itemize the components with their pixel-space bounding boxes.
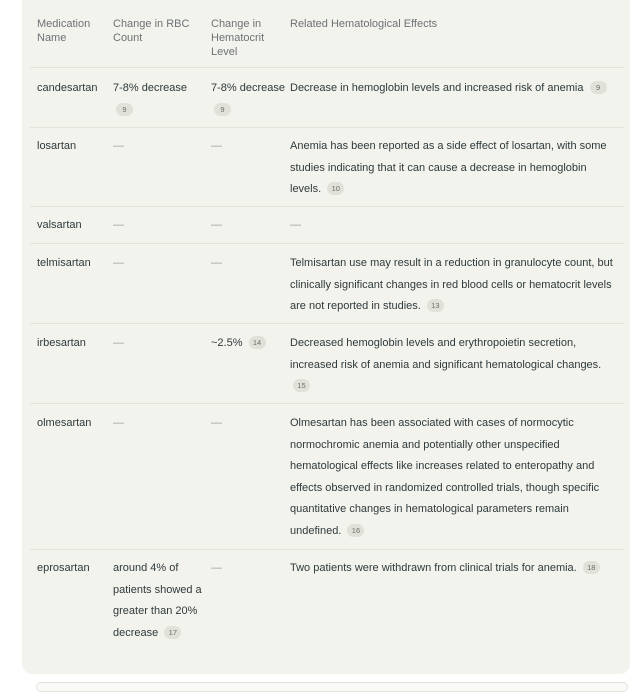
table-row-hematocrit: — <box>211 140 222 152</box>
effects-text: Telmisartan use may result in a reduction in granulocyte count, but clinically significant changes in red blood cells or hematocrit levels are not reported in studies. <box>290 257 613 312</box>
table-row-hematocrit: — <box>211 562 222 574</box>
header-related-effects: Related Hematological Effects <box>290 18 438 30</box>
citation-badge[interactable]: 9 <box>590 81 607 94</box>
row-divider <box>30 127 624 128</box>
row-divider <box>30 243 624 244</box>
table-row-medication: irbesartan <box>37 337 86 349</box>
table-row-effects <box>290 136 620 201</box>
row-divider <box>30 323 624 324</box>
table-row-medication: olmesartan <box>37 417 92 429</box>
table-row-effects <box>290 253 620 318</box>
next-card-edge <box>36 682 628 692</box>
table-row-rbc: — <box>113 140 124 152</box>
table-row-rbc <box>113 558 203 644</box>
citation-badge[interactable]: 14 <box>249 336 266 349</box>
effects-text: Decreased hemoglobin levels and erythropoietin secretion, increased risk of anemia and significant hematological changes. <box>290 337 602 371</box>
header-medication-name: Medication Name <box>37 18 91 44</box>
table-row-medication: losartan <box>37 140 77 152</box>
effects-text: Anemia has been reported as a side effect of losartan, with some studies indicating that it can cause a decrease in hemoglobin levels. <box>290 140 607 195</box>
citation-badge[interactable]: 10 <box>327 182 344 195</box>
citation-badge[interactable]: 17 <box>164 626 181 639</box>
row-divider <box>30 403 624 404</box>
table-row-effects <box>290 333 620 398</box>
table-row-rbc: — <box>113 417 124 429</box>
row-divider <box>30 549 624 550</box>
table-row-effects: — <box>290 219 301 231</box>
table-row-medication: valsartan <box>37 219 82 231</box>
header-rbc-change: Change in RBC Count <box>113 18 190 44</box>
table-row-hematocrit: — <box>211 219 222 231</box>
table-row-effects <box>290 78 620 100</box>
table-row-effects <box>290 413 620 542</box>
table-row-effects <box>290 558 620 580</box>
citation-badge[interactable]: 13 <box>427 299 444 312</box>
row-divider <box>30 206 624 207</box>
table-row-rbc: — <box>113 337 124 349</box>
citation-badge[interactable]: 15 <box>293 379 310 392</box>
table-row-hematocrit <box>211 78 285 121</box>
table-row-hematocrit: — <box>211 257 222 269</box>
header-hematocrit-change: Change in Hematocrit Level <box>211 18 265 58</box>
table-row-medication: eprosartan <box>37 562 90 574</box>
row-divider <box>30 67 624 68</box>
citation-badge[interactable]: 9 <box>116 103 133 116</box>
table-row-medication: candesartan <box>37 82 98 94</box>
rbc-text: around 4% of patients showed a greater than 20% decrease <box>113 562 202 639</box>
effects-text: Olmesartan has been associated with cases of normocytic normochromic anemia and potentially other unspecified hematological effects like increases related to enteropathy and effects observed in randomized controlled trials, though specific quantitative changes in hematological parameters remain undefined. <box>290 417 600 537</box>
effects-text: Two patients were withdrawn from clinical trials for anemia. <box>290 562 577 574</box>
table-row-hematocrit <box>211 333 285 355</box>
table-row-medication: telmisartan <box>37 257 91 269</box>
effects-text: Decrease in hemoglobin levels and increased risk of anemia <box>290 82 584 94</box>
citation-badge[interactable]: 16 <box>347 524 364 537</box>
table-row-rbc <box>113 78 203 121</box>
citation-badge[interactable]: 18 <box>583 561 600 574</box>
citation-badge[interactable]: 9 <box>214 103 231 116</box>
rbc-text: 7-8% decrease <box>113 82 187 94</box>
hematocrit-text: 7-8% decrease <box>211 82 285 94</box>
hematocrit-text: ~2.5% <box>211 337 243 349</box>
table-row-rbc: — <box>113 257 124 269</box>
table-row-rbc: — <box>113 219 124 231</box>
table-row-hematocrit: — <box>211 417 222 429</box>
